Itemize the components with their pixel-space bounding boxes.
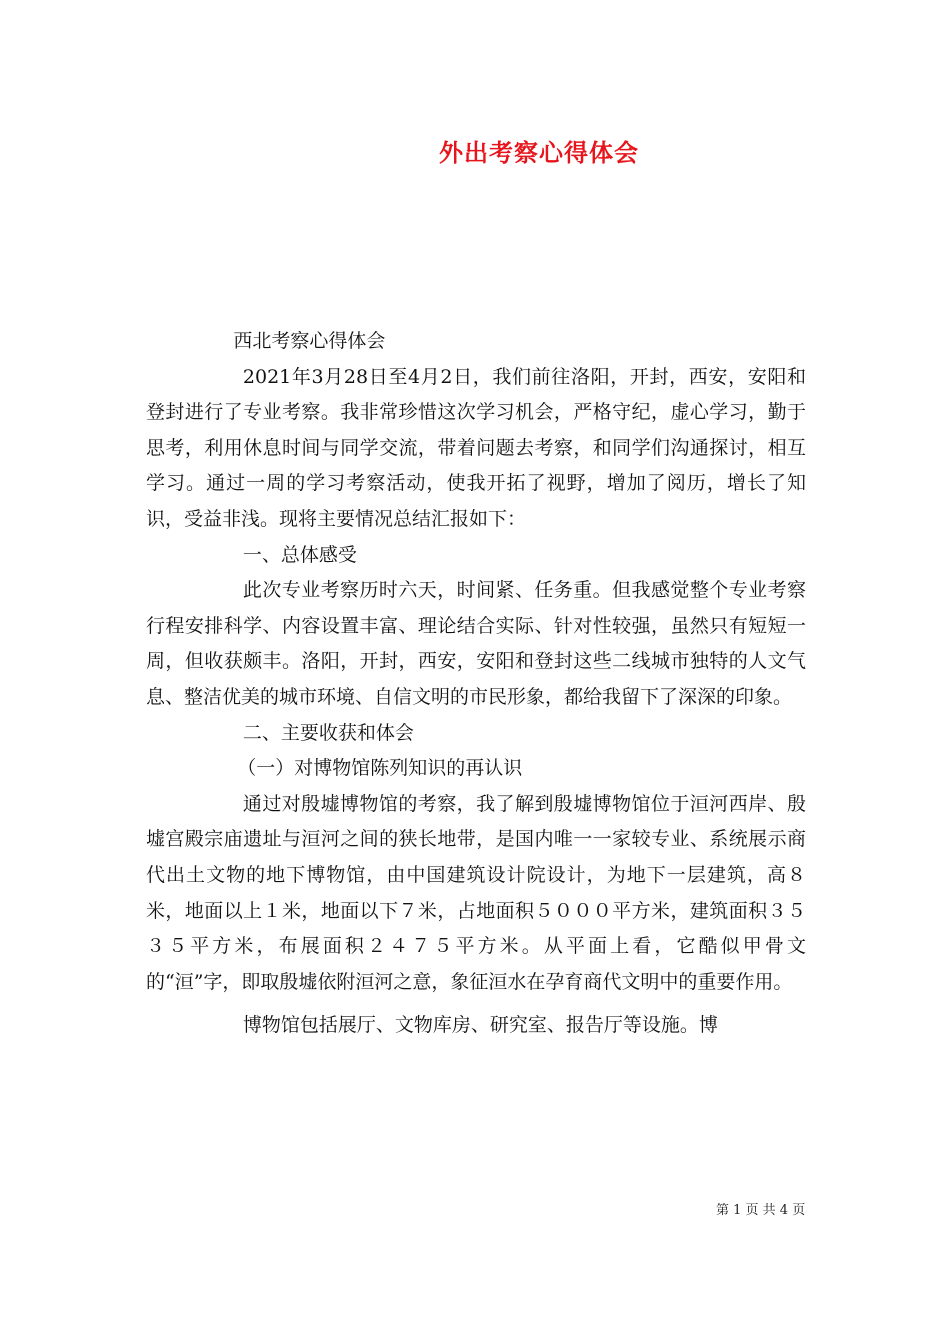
paragraph-facilities: 博物馆包括展厅、文物库房、研究室、报告厅等设施。博 — [242, 1014, 718, 1037]
page-number-footer: 第 1 页 共 4 页 — [716, 1203, 806, 1218]
paragraph-overall: 此次专业考察历时六天，时间紧、任务重。但我感觉整个专业考察行程安排科学、内容设置丰富、理论结合实际、针对性较强，虽然只有短短一周，但收获颇丰。洛阳，开封，西安，安阳和登封这些二线城市独特的人文气息、整洁优美的城市环境、自信文明的市民形象，都给我留下了深深的印象。 — [146, 579, 806, 708]
subsection-heading-museum: （一）对博物馆陈列知识的再认识 — [237, 757, 523, 780]
section-heading-overall: 一、总体感受 — [242, 543, 357, 566]
paragraph-intro: 2021年3月28日至4月2日，我们前往洛阳，开封，西安，安阳和登封进行了专业考察。我非常珍惜这次学习机会，严格守纪，虚心学习，勤于思考，利用休息时间与同学交流，带着问题去考察，和同学们沟通探讨，相互学习。通过一周的学习考察活动，使我开拓了视野，增加了阅历，增长了知识，受益非浅。现将主要情况总结汇报如下： — [146, 365, 806, 530]
document-body — [146, 324, 806, 1044]
document-subtitle: 西北考察心得体会 — [233, 330, 386, 352]
document-title: 外出考察心得体会 — [439, 138, 639, 167]
section-heading-gains: 二、主要收获和体会 — [242, 721, 414, 744]
paragraph-yinxu-museum: 通过对殷墟博物馆的考察，我了解到殷墟博物馆位于洹河西岸、殷墟宫殿宗庙遗址与洹河之间的狭长地带，是国内唯一一家较专业、系统展示商代出土文物的地下博物馆，由中国建筑设计院设计，为地下一层建筑，高８米，地面以上１米，地面以下７米，占地面积５０００平方米，建筑面积３５３５平方米，布展面积２４７５平方米。从平面上看，它酷似甲骨文的“洹”字，即取殷墟依附洹河之意，象征洹水在孕育商代文明中的重要作用。 — [146, 792, 806, 993]
